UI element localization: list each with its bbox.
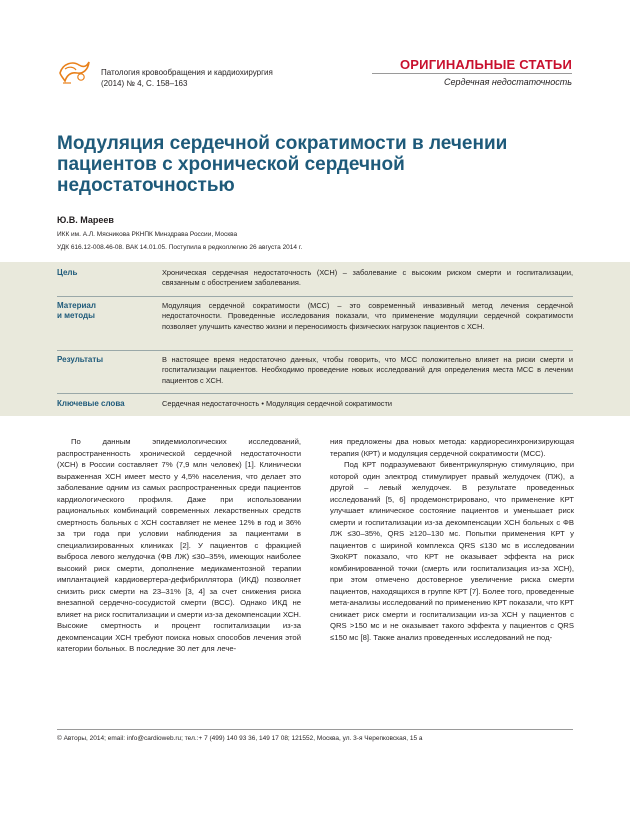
methods-text: Модуляция сердечной сократимости (МСС) – это современный инвазивный метод лечения сердечной недостаточности. Проведенные исследования показали, что применение модуляции сердечной сократимости позволяет улучшить качество жизни и переносимость физических нагрузок пациентов с ХСН. [162, 301, 573, 331]
section-subtitle: Сердечная недостаточность [444, 77, 572, 87]
goal-label: Цель [57, 268, 78, 277]
article-title: Модуляция сердечной сократимости в лечении пациентов с хронической сердечной недостаточностью [57, 133, 508, 196]
keywords-label: Ключевые слова [57, 399, 125, 408]
results-label: Результаты [57, 355, 104, 364]
paragraph: По данным эпидемиологических исследований, распространенность хронической сердечной недостаточности (ХСН) в России составляет 7% (7,9 млн человек) [1]. Клинически выраженная ХСН имеет место у 4,5% населения, что делает это заболевание одним из самых распространенных среди пациентов кардиологического профиля. Даже при использовании рациональных комбинаций современных лекарственных средств смертность больных с ХСН составляет не менее 12% в год и 36% за три года при условии наблюдения за пациентами в специализированных клиниках [2]. У пациентов с фракцией выброса левого желудочка (ФВ ЛЖ) ≤30–35%, имеющих наиболее высокий риск смерти, дополнение медикаментозной терапии имплантацией кардиовертера-дефибриллятора (ИКД) позволяет снизить риск смерти на 23–31% [3, 4] за счет снижения риска внезапной сердечно-сосудистой смерти (ВСС). Однако ИКД не влияет на риск госпитализации и смерти из-за декомпенсации ХСН. Высокие смертность и процент госпитализации из-за декомпенсации ХСН требуют поиска новых способов лечения этой категории больных. В последние 30 лет для лече- [57, 437, 301, 653]
methods-label-line2: и методы [57, 311, 95, 320]
abstract-divider [57, 393, 573, 394]
journal-logo-icon [57, 57, 91, 87]
paragraph: ния предложены два новых метода: кардиоресинхронизирующая терапия (КРТ) и модуляция сердечной сократимости (МСС). [330, 437, 574, 458]
methods-label [57, 301, 151, 321]
keyword-bullet: • [261, 399, 264, 408]
udk-line: УДК 616.12-008.46-08. ВАК 14.01.05. Поступила в редколлегию 26 августа 2014 г. [57, 244, 303, 251]
goal-text: Хроническая сердечная недостаточность (ХСН) – заболевание с высоким риском смерти и госпитализации, связанным с обострением заболевания. [162, 268, 573, 288]
keyword: Модуляция сердечной сократимости [266, 399, 393, 408]
journal-name: Патология кровообращения и кардиохирургия [101, 68, 273, 77]
section-title: ОРИГИНАЛЬНЫЕ СТАТЬИ [400, 57, 572, 72]
keyword: Сердечная недостаточность [162, 399, 260, 408]
keywords-text [162, 399, 573, 409]
header-divider [372, 73, 572, 74]
journal-issue: (2014) № 4, С. 158–163 [101, 79, 188, 88]
footer-divider [57, 729, 573, 730]
abstract-divider [57, 350, 573, 351]
abstract-divider [57, 296, 573, 297]
footer-contacts: © Авторы, 2014; email: info@cardioweb.ru; тел.:+ 7 (499) 140 93 36, 149 17 08; 121552, Москва, ул. 3-я Черепковская, 15 а [57, 735, 423, 742]
paragraph: Под КРТ подразумевают бивентрикулярную стимуляцию, при которой один электрод стимулирует правый желудочек (ПЖ), а другой – левый желудочек. В результате проведенных исследований [5, 6] продемонстрировано, что применение КРТ улучшает клиническое состояние пациентов и уменьшает риск смерти и госпитализации из-за декомпенсации ХСН больных с ФВ ЛЖ ≤30–35%, QRS ≥120–130 мс. Попытки применения КРТ у пациентов с шириной комплекса QRS ≤130 мс в исследовании ЭхоКРТ показало, что КРТ не оказывает эффекта на риск комбинированной точки (смерть или госпитализация из-за ХСН), при этом отмечено достоверное увеличение риска смерти пациентов, находящихся в группе КРТ [7]. Более того, проведенные мета-анализы исследований по применению КРТ показали, что КРТ снижает риск смерти и госпитализации из-за ХСН у пациентов с QRS >150 мс и не оказывает такого эффекта у пациентов с QRS ≤150 мс [8]. Также анализ проведенных исследований не под- [330, 460, 574, 642]
body-column-left [57, 436, 301, 655]
journal-info [101, 67, 273, 89]
methods-label-line1: Материал [57, 301, 96, 310]
body-column-right [330, 436, 574, 643]
abstract-box [0, 262, 630, 416]
author-affiliation: ИКК им. А.Л. Мясникова РКНПК Минздрава России, Москва [57, 231, 238, 238]
article-author: Ю.В. Мареев [57, 215, 114, 225]
results-text: В настоящее время недостаточно данных, чтобы говорить, что МСС положительно влияет на риски смерти и госпитализации пациентов. Необходимо проведение новых исследований для определения места МСС в лечении пациентов с ХСН. [162, 355, 573, 385]
